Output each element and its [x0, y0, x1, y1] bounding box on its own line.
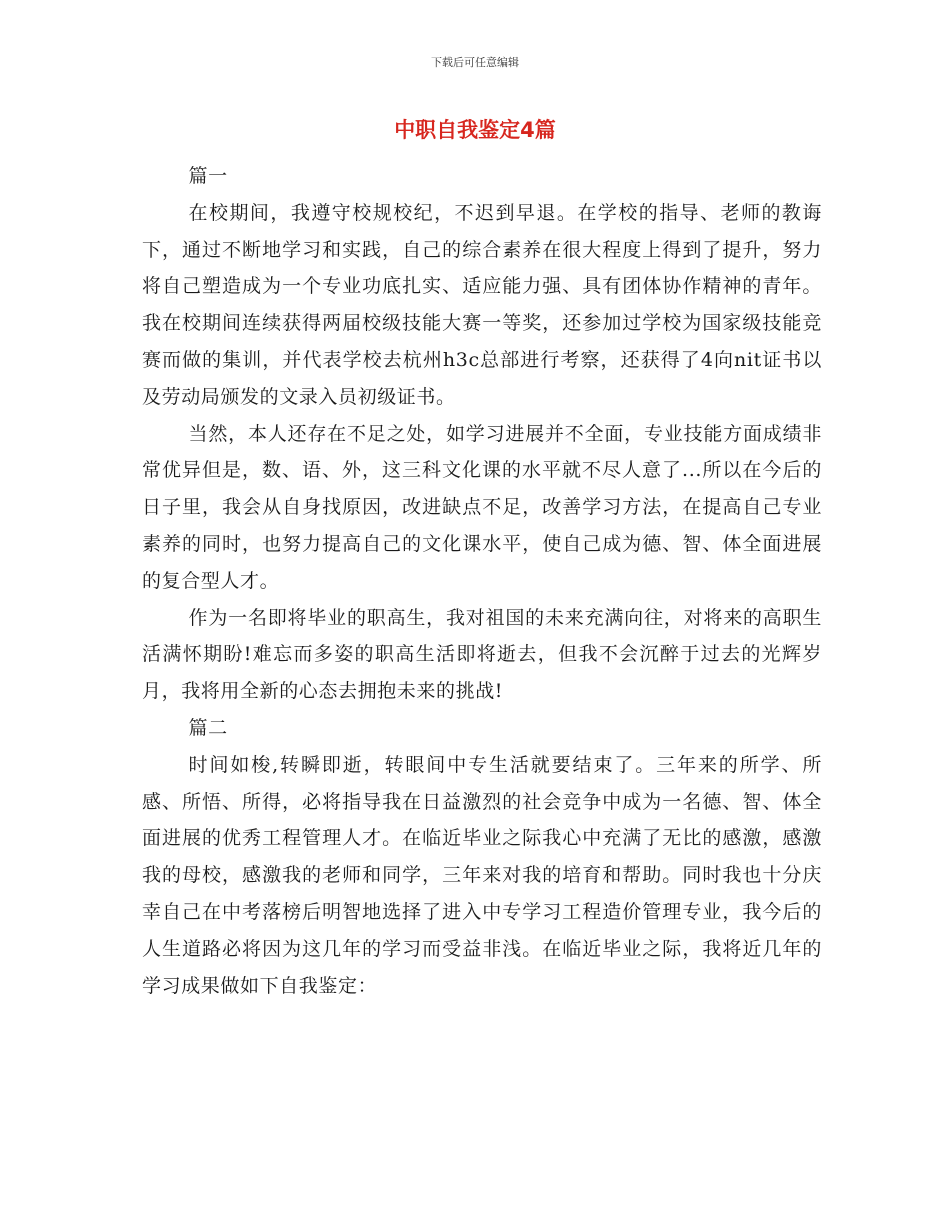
- paragraph: 时间如梭,转瞬即逝，转眼间中专生活就要结束了。三年来的所学、所感、所悟、所得，必将指导我在日益激烈的社会竞争中成为一名德、智、体全面进展的优秀工程管理人才。在临近毕业之际我心中充满了无比的感激，感激我的母校，感激我的老师和同学，三年来对我的培育和帮助。同时我也十分庆幸自己在中考落榜后明智地选择了进入中专学习工程造价管理专业，我今后的人生道路必将因为这几年的学习而受益非浅。在临近毕业之际，我将近几年的学习成果做如下自我鉴定：: [142, 753, 822, 997]
- paragraph: 当然，本人还存在不足之处，如学习进展并不全面，专业技能方面成绩非常优异但是，数、语、外，这三科文化课的水平就不尽人意了...所以在今后的日子里，我会从自身找原因，改进缺点不足，改善学习方法，在提高自己专业素养的同时，也努力提高自己的文化课水平，使自己成为德、智、体全面进展的复合型人才。: [142, 422, 822, 592]
- section-heading-1: 篇一: [188, 165, 228, 187]
- section-heading-2: 篇二: [188, 716, 228, 739]
- paragraph: 在校期间，我遵守校规校纪，不迟到早退。在学校的指导、老师的教诲下，通过不断地学习和实践，自己的综合素养在很大程度上得到了提升，努力将自己塑造成为一个专业功底扎实、适应能力强、具有团体协作精神的青年。我在校期间连续获得两届校级技能大赛一等奖，还参加过学校为国家级技能竞赛而做的集训，并代表学校去杭州h3c总部进行考察，还获得了4向nit证书以及劳动局颁发的文录入员初级证书。: [142, 201, 822, 408]
- document-body: [142, 158, 822, 1004]
- paragraph: 作为一名即将毕业的职高生，我对祖国的未来充满向往，对将来的高职生活满怀期盼!难忘而多姿的职高生活即将逝去，但我不会沉醉于过去的光辉岁月，我将用全新的心态去拥抱未来的挑战!: [142, 606, 822, 703]
- document-title: 中职自我鉴定4篇: [394, 118, 556, 142]
- header-note: 下载后可任意编辑: [431, 56, 519, 69]
